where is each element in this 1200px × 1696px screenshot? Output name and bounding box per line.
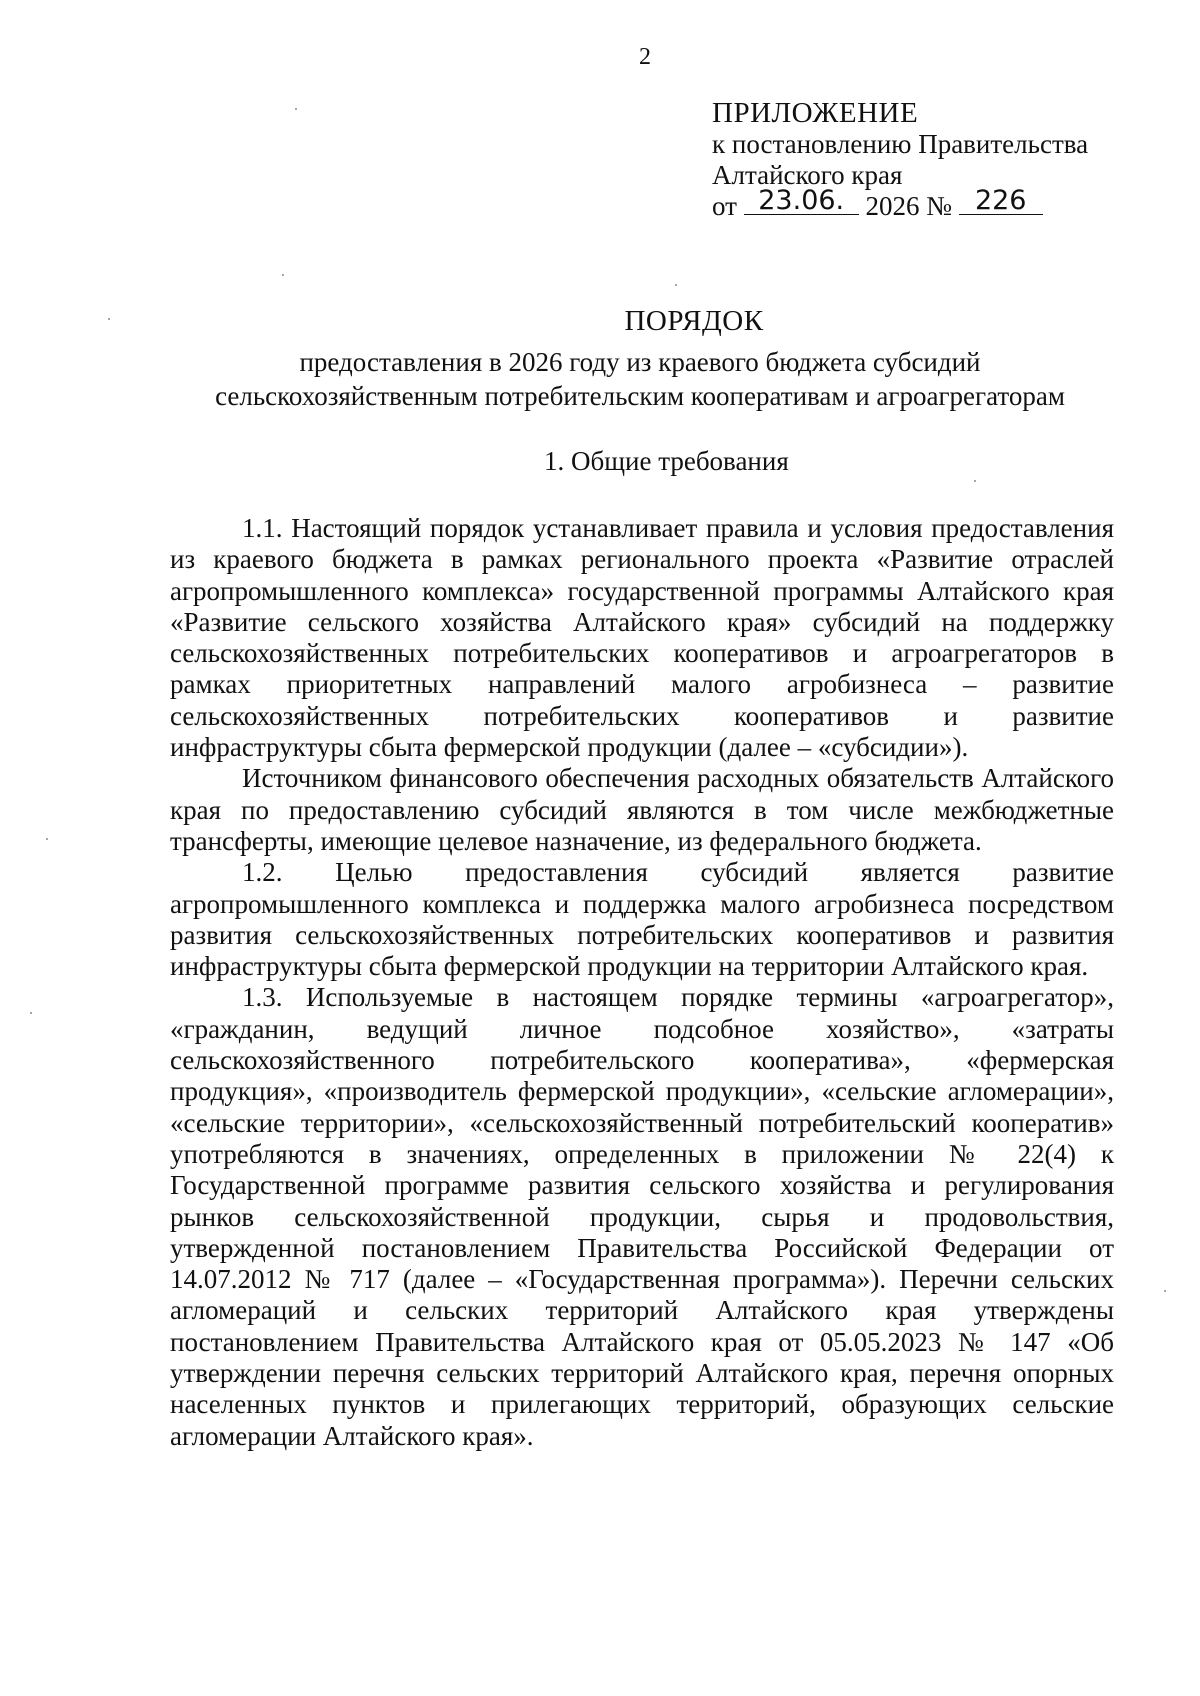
paragraph: 1.1. Настоящий порядок устанавливает правила и условия предоставления из краевого бюджета в рамках регионального проекта «Развитие отраслей агропромышленного комплекса» государственной программы Алтайского края «Развитие сельского хозяйства Алтайского края» субсидий на поддержку сельскохозяйственных потребительских кооперативов и агроагрегаторов в рамках приоритетных направлений малого агробизнеса – развитие сельскохозяйственных потребительских кооперативов и развитие инфраструктуры сбыта фермерской продукции (далее – «субсидии»). [170,513,1114,763]
paragraph: Источником финансового обеспечения расходных обязательств Алтайского края по предоставлению субсидий являются в том числе межбюджетные трансферты, имеющие целевое назначение, из федерального бюджета. [170,763,1114,856]
appendix-heading: ПРИЛОЖЕНИЕ [712,97,919,129]
paragraph: 1.3. Используемые в настоящем порядке термины «агроагрегатор», «гражданин, ведущий личное подсобное хозяйство», «затраты сельскохозяйственного потребительского кооператива», «фермерская продукция», «производитель фермерской продукции», «сельские агломерации», «сельские территории», «сельскохозяйственный потребительский кооператив» употребляются в значениях, определенных в приложении № 22(4) к Государственной программе развития сельского хозяйства и регулирования рынков сельскохозяйственной продукции, сырья и продовольствия, утвержденной постановлением Правительства Российской Федерации от 14.07.2012 № 717 (далее – «Государственная программа»). Перечни сельских агломераций и сельских территорий Алтайского края утверждены постановлением Правительства Алтайского края от 05.05.2023 № 147 «Об утверждении перечня сельских территорий Алтайского края, перечня опорных населенных пунктов и прилегающих территорий, образующих сельские агломерации Алтайского края». [170,982,1114,1451]
appendix-line-2: Алтайского края [712,160,903,190]
appendix-block [712,98,1088,222]
document-title: ПОРЯДОК [624,305,764,337]
paragraph: 1.2. Целью предоставления субсидий является развитие агропромышленного комплекса и поддержка малого агробизнеса посредством развития сельскохозяйственных потребительских кооперативов и развития инфраструктуры сбыта фермерской продукции на территории Алтайского края. [170,857,1114,982]
handwritten-number: 226 [959,188,1043,215]
scan-speck [30,1012,32,1014]
scan-speck [1164,1290,1166,1292]
scan-speck [108,318,110,320]
title-block [140,305,1140,413]
scan-speck [974,480,976,482]
subtitle-line-2: сельскохозяйственным потребительским кооперативам и агроагрегаторам [215,381,1065,411]
scan-speck [295,108,297,110]
handwritten-date: 23.06. [744,188,859,215]
appendix-date-line [712,185,1088,222]
page-number: 2 [639,44,651,70]
subtitle-line-1: предоставления в 2026 году из краевого бюджета субсидий [299,347,981,377]
year-text: 2026 № [865,191,952,221]
date-prefix: от [712,191,737,221]
document-subtitle [140,345,1140,413]
appendix-line-1: к постановлению Правительства [712,129,1089,159]
document-body [170,513,1114,1452]
section-title: 1. Общие требования [544,446,789,476]
scan-speck [46,838,48,840]
scan-speck [282,274,284,276]
scan-speck [675,284,677,286]
